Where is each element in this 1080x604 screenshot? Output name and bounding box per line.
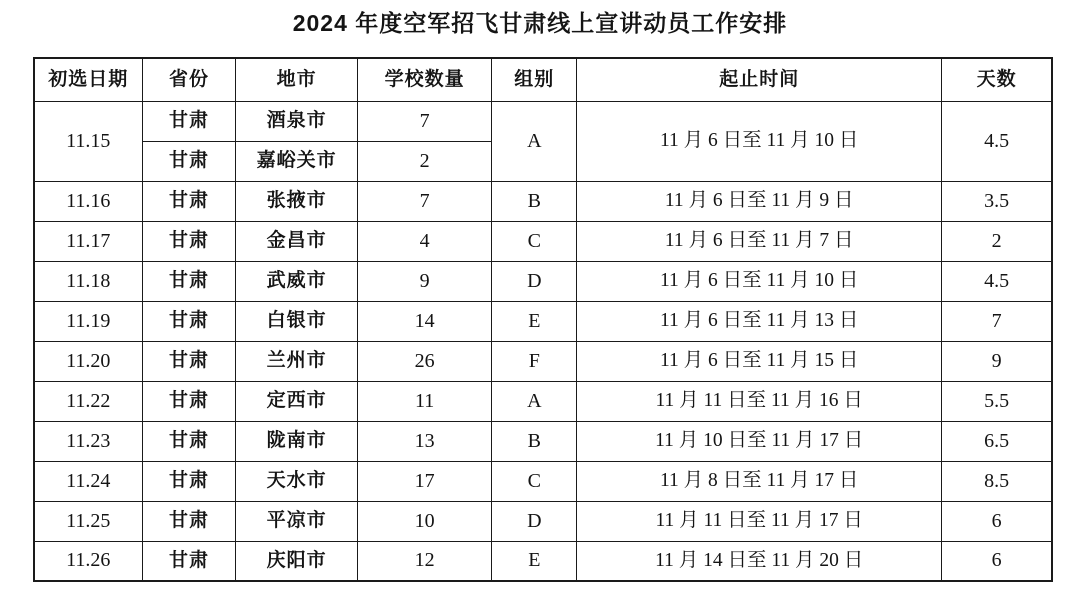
cell-days: 8.5 [942,461,1052,501]
cell-days: 3.5 [942,181,1052,221]
table-row [34,181,1052,221]
cell-time: 11 月 6 日至 11 月 13 日 [577,301,942,341]
cell-date: 11.24 [34,461,142,501]
table-row [34,221,1052,261]
table-row [34,541,1052,581]
cell-time: 11 月 14 日至 11 月 20 日 [577,541,942,581]
cell-date: 11.19 [34,301,142,341]
header-schools: 学校数量 [357,58,492,101]
table-row [34,501,1052,541]
cell-group: D [492,501,577,541]
cell-time: 11 月 6 日至 11 月 10 日 [577,101,942,181]
cell-time: 11 月 8 日至 11 月 17 日 [577,461,942,501]
header-group: 组别 [492,58,577,101]
cell-schools: 4 [357,221,492,261]
cell-group: C [492,461,577,501]
cell-group: B [492,421,577,461]
cell-group: A [492,101,577,181]
cell-days: 6 [942,541,1052,581]
cell-city: 陇南市 [236,421,357,461]
cell-time: 11 月 6 日至 11 月 9 日 [577,181,942,221]
cell-group: E [492,301,577,341]
cell-date: 11.23 [34,421,142,461]
cell-province: 甘肃 [142,221,236,261]
cell-group: F [492,341,577,381]
table-row [34,301,1052,341]
cell-days: 6 [942,501,1052,541]
cell-group: A [492,381,577,421]
cell-schools: 13 [357,421,492,461]
cell-city: 武威市 [236,261,357,301]
cell-schools: 14 [357,301,492,341]
cell-days: 5.5 [942,381,1052,421]
page-title: 2024 年度空军招飞甘肃线上宣讲动员工作安排 [292,10,788,36]
cell-time: 11 月 6 日至 11 月 15 日 [577,341,942,381]
cell-days: 2 [942,221,1052,261]
cell-schools: 7 [357,181,492,221]
cell-group: E [492,541,577,581]
cell-city: 定西市 [236,381,357,421]
cell-city: 平凉市 [236,501,357,541]
cell-province: 甘肃 [142,501,236,541]
cell-province: 甘肃 [142,181,236,221]
cell-city: 白银市 [236,301,357,341]
table-row [34,421,1052,461]
cell-schools: 17 [357,461,492,501]
cell-time: 11 月 10 日至 11 月 17 日 [577,421,942,461]
cell-date: 11.22 [34,381,142,421]
header-row [34,58,1052,101]
cell-days: 4.5 [942,101,1052,181]
header-date: 初选日期 [34,58,142,101]
cell-province: 甘肃 [142,141,236,181]
cell-schools: 2 [357,141,492,181]
cell-time: 11 月 11 日至 11 月 17 日 [577,501,942,541]
cell-city: 金昌市 [236,221,357,261]
cell-schools: 9 [357,261,492,301]
cell-city: 庆阳市 [236,541,357,581]
cell-time: 11 月 6 日至 11 月 10 日 [577,261,942,301]
table-row [34,261,1052,301]
cell-city: 兰州市 [236,341,357,381]
cell-group: D [492,261,577,301]
cell-days: 4.5 [942,261,1052,301]
table-row [34,461,1052,501]
cell-date: 11.25 [34,501,142,541]
cell-city: 张掖市 [236,181,357,221]
header-time: 起止时间 [577,58,942,101]
cell-schools: 11 [357,381,492,421]
cell-province: 甘肃 [142,461,236,501]
table-row [34,341,1052,381]
table-row [34,101,1052,141]
cell-province: 甘肃 [142,381,236,421]
cell-days: 9 [942,341,1052,381]
header-days: 天数 [942,58,1052,101]
cell-schools: 26 [357,341,492,381]
cell-days: 7 [942,301,1052,341]
cell-time: 11 月 6 日至 11 月 7 日 [577,221,942,261]
cell-city: 酒泉市 [236,101,357,141]
header-province: 省份 [142,58,236,101]
table-row [34,381,1052,421]
cell-province: 甘肃 [142,341,236,381]
cell-group: B [492,181,577,221]
header-city: 地市 [236,58,357,101]
cell-date: 11.16 [34,181,142,221]
cell-province: 甘肃 [142,261,236,301]
cell-date: 11.18 [34,261,142,301]
cell-province: 甘肃 [142,421,236,461]
cell-city: 嘉峪关市 [236,141,357,181]
cell-schools: 12 [357,541,492,581]
cell-time: 11 月 11 日至 11 月 16 日 [577,381,942,421]
cell-date: 11.26 [34,541,142,581]
cell-schools: 10 [357,501,492,541]
cell-days: 6.5 [942,421,1052,461]
cell-province: 甘肃 [142,541,236,581]
cell-city: 天水市 [236,461,357,501]
cell-province: 甘肃 [142,101,236,141]
cell-date: 11.20 [34,341,142,381]
cell-schools: 7 [357,101,492,141]
cell-group: C [492,221,577,261]
cell-province: 甘肃 [142,301,236,341]
cell-date: 11.15 [34,101,142,181]
cell-date: 11.17 [34,221,142,261]
schedule-table [33,57,1053,582]
